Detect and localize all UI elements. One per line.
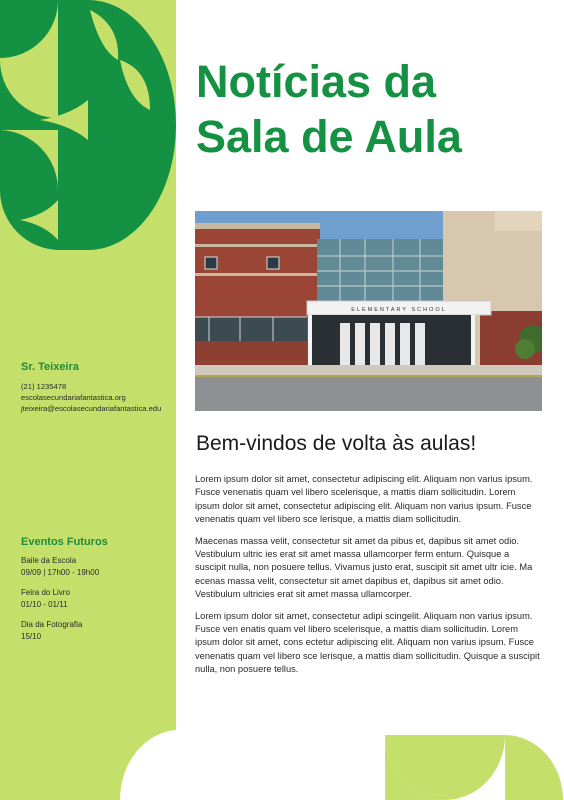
article-paragraph: Lorem ipsum dolor sit amet, consectetur adipi scingelit. Aliquam non varius ipsum. Fusce ven enatis quam vel libero scelerisque, a mattis diam sollicitudin. Lorem ipsum dolor sit amet, cons ectetur adipiscing elit. Aliquam non varius ipsum. Fusce venenatis quam vel libero sce lerisque, a mattis diam sollicitudin. Quisque a suscipit nulla, non posuere tellus.: [195, 610, 540, 675]
contact-name: Sr. Teixeira: [21, 361, 79, 373]
deco-lime-half-circle-1: [385, 735, 505, 800]
event-name: Dia da Fotografia: [21, 620, 83, 629]
school-photo: [195, 211, 542, 411]
title-line-2: Sala de Aula: [196, 111, 462, 162]
deco-quarter-circle: [0, 0, 58, 58]
article-headline: Bem-vindos de volta às aulas!: [196, 432, 477, 455]
contact-phone: (21) 1235478: [21, 382, 67, 391]
building-sign: ELEMENTARY SCHOOL: [351, 307, 447, 313]
events-block: [21, 536, 171, 651]
event-item: [21, 587, 171, 611]
event-date: 15/10: [21, 632, 42, 641]
geometric-decoration: [0, 0, 176, 260]
event-name: Feira do Livro: [21, 588, 70, 597]
events-title: Eventos Futuros: [21, 536, 108, 548]
event-item: [21, 555, 171, 579]
article-body: [195, 473, 541, 685]
contact-block: [21, 361, 176, 414]
sidebar: [0, 0, 176, 800]
contact-website[interactable]: escolasecundariafantastica.org: [21, 393, 126, 402]
title-line-1: Notícias da: [196, 56, 437, 107]
event-date: 09/09 | 17h00 - 19h00: [21, 568, 100, 577]
contact-email[interactable]: jteixeira@escolasecundariafantastica.edu: [21, 404, 162, 413]
school-building-illustration: [195, 211, 542, 411]
event-item: [21, 619, 171, 643]
deco-lime-quarter: [505, 735, 563, 800]
article-paragraph: Lorem ipsum dolor sit amet, consectetur adipiscing elit. Aliquam non varius ipsum. Fusce venenatis quam vel libero scelerisque, a mattis diam sollicitudin. Lorem ipsum dolor sit amet, consectetur adipiscing elit. Aliquam non varius ipsum. Fusce venenatis quam vel libero sce lerisque, a mattis diam sollicitudin.: [195, 474, 533, 525]
article-paragraph: Maecenas massa velit, consectetur sit amet da pibus et, dapibus sit amet odio. Vestibulum ultric ies erat sit amet massa ullamcorper ferm entum. Quisque a suscipit nulla, non posuere tellus. Vivamus justo erat, suscipit sit amet ultr icie. Ma ecenas massa velit, consectetur sit amet dapibus et, dapibus sit amet odio. Vestibulum ultricies erat sit amet massa ullamcorper.: [195, 535, 533, 600]
deco-white-half-circle: [176, 730, 236, 800]
newsletter-title: [196, 54, 546, 164]
event-date: 01/10 - 01/11: [21, 600, 68, 609]
deco-lime-half-circle-2: [385, 735, 445, 800]
event-name: Baile da Escola: [21, 556, 77, 565]
